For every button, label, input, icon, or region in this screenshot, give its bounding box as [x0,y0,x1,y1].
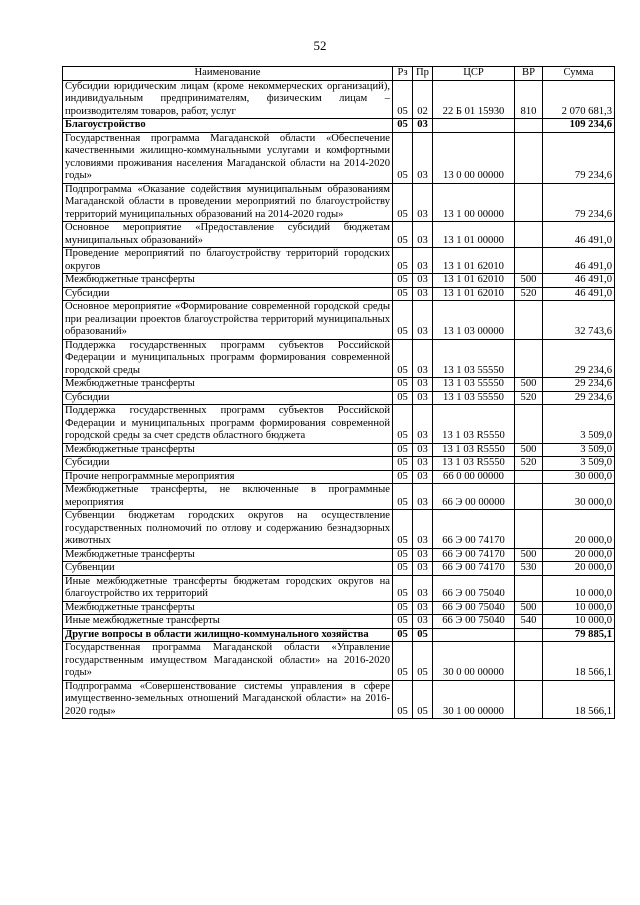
row-vr [515,132,543,183]
row-csr: 13 1 03 55550 [433,391,515,405]
table-row [63,484,615,510]
row-name: Межбюджетные трансферты [63,548,393,562]
row-csr: 66 Э 00 74170 [433,562,515,576]
table-row [63,562,615,576]
row-name: Подпрограмма «Совершенствование системы управления в сфере имущественно-земельных отношений Магаданской области» на 2016-2020 годы» [63,680,393,719]
row-sum: 32 743,6 [543,301,615,340]
row-sum: 20 000,0 [543,510,615,549]
row-name: Прочие непрограммные мероприятия [63,470,393,484]
row-rz: 05 [393,287,413,301]
table-row [63,287,615,301]
row-pr: 03 [413,119,433,133]
row-name: Благоустройство [63,119,393,133]
row-csr: 13 1 01 00000 [433,222,515,248]
header-vr: ВР [515,67,543,81]
row-sum: 20 000,0 [543,562,615,576]
row-pr: 03 [413,405,433,444]
row-csr: 13 1 01 62010 [433,248,515,274]
row-pr: 05 [413,642,433,681]
row-name: Субсидии [63,391,393,405]
table-row [63,132,615,183]
row-rz: 05 [393,470,413,484]
table-row [63,222,615,248]
row-sum: 3 509,0 [543,405,615,444]
row-pr: 05 [413,680,433,719]
row-vr: 500 [515,548,543,562]
row-rz: 05 [393,484,413,510]
row-csr: 66 Э 00 00000 [433,484,515,510]
row-pr: 03 [413,222,433,248]
row-rz: 05 [393,510,413,549]
row-rz: 05 [393,119,413,133]
row-name: Поддержка государственных программ субъектов Российской Федерации и муниципальных программ формирования современной городской среды за счет средств областного бюджета [63,405,393,444]
row-rz: 05 [393,378,413,392]
row-vr [515,642,543,681]
row-rz: 05 [393,391,413,405]
row-csr: 13 1 01 62010 [433,287,515,301]
row-vr: 520 [515,287,543,301]
header-rz: Рз [393,67,413,81]
row-pr: 03 [413,339,433,378]
header-pr: Пр [413,67,433,81]
row-vr: 500 [515,274,543,288]
row-vr [515,119,543,133]
row-vr: 500 [515,378,543,392]
row-csr: 13 1 03 00000 [433,301,515,340]
row-name: Проведение мероприятий по благоустройству территорий городских округов [63,248,393,274]
row-sum: 10 000,0 [543,601,615,615]
row-sum: 29 234,6 [543,391,615,405]
row-name: Государственная программа Магаданской области «Обеспечение качественными жилищно-коммунальными услугами и комфортными условиями проживания населения Магаданской области на 2014-2020 годы» [63,132,393,183]
row-pr: 03 [413,601,433,615]
row-pr: 03 [413,548,433,562]
row-sum: 30 000,0 [543,484,615,510]
row-name: Подпрограмма «Оказание содействия муниципальным образованиям Магаданской области в проведении мероприятий по благоустройству территорий муниципальных образований на 2014-2020 годы» [63,183,393,222]
row-pr: 03 [413,301,433,340]
row-pr: 03 [413,575,433,601]
table-row [63,274,615,288]
table-row [63,470,615,484]
row-pr: 03 [413,248,433,274]
table-row [63,378,615,392]
row-vr [515,628,543,642]
row-vr [515,405,543,444]
row-vr [515,183,543,222]
row-name: Межбюджетные трансферты [63,601,393,615]
table-header-row [63,67,615,81]
row-rz: 05 [393,601,413,615]
table-row [63,575,615,601]
row-sum: 46 491,0 [543,248,615,274]
row-rz: 05 [393,405,413,444]
row-vr: 530 [515,562,543,576]
row-rz: 05 [393,443,413,457]
row-pr: 03 [413,457,433,471]
row-rz: 05 [393,628,413,642]
table-row [63,391,615,405]
row-sum: 79 885,1 [543,628,615,642]
table-row [63,443,615,457]
row-vr [515,222,543,248]
row-name: Государственная программа Магаданской области «Управление государственным имуществом Магаданской области» на 2016-2020 годы» [63,642,393,681]
row-rz: 05 [393,183,413,222]
row-rz: 05 [393,132,413,183]
table-row [63,642,615,681]
row-pr: 03 [413,484,433,510]
row-rz: 05 [393,642,413,681]
row-csr: 66 Э 00 74170 [433,548,515,562]
row-rz: 05 [393,680,413,719]
row-csr: 13 1 00 00000 [433,183,515,222]
row-name: Субвенции бюджетам городских округов на осуществление государственных полномочий по отлову и содержанию безнадзорных животных [63,510,393,549]
row-vr [515,680,543,719]
row-vr [515,510,543,549]
table-row [63,301,615,340]
row-sum: 2 070 681,3 [543,80,615,119]
row-rz: 05 [393,80,413,119]
row-vr [515,484,543,510]
row-vr: 520 [515,457,543,471]
row-csr: 66 Э 00 75040 [433,615,515,629]
row-csr: 66 Э 00 74170 [433,510,515,549]
row-csr: 13 1 03 55550 [433,378,515,392]
table-row [63,548,615,562]
row-sum: 29 234,6 [543,378,615,392]
row-vr: 500 [515,601,543,615]
row-sum: 46 491,0 [543,222,615,248]
header-name: Наименование [63,67,393,81]
row-csr: 30 0 00 00000 [433,642,515,681]
table-row [63,183,615,222]
row-pr: 03 [413,287,433,301]
row-csr: 13 1 03 R5550 [433,405,515,444]
header-sum: Сумма [543,67,615,81]
table-row [63,80,615,119]
row-csr: 30 1 00 00000 [433,680,515,719]
row-rz: 05 [393,248,413,274]
row-csr [433,119,515,133]
row-pr: 03 [413,443,433,457]
row-name: Межбюджетные трансферты [63,274,393,288]
row-csr: 13 0 00 00000 [433,132,515,183]
row-rz: 05 [393,274,413,288]
row-sum: 29 234,6 [543,339,615,378]
row-vr [515,470,543,484]
row-rz: 05 [393,575,413,601]
row-sum: 3 509,0 [543,457,615,471]
row-sum: 18 566,1 [543,680,615,719]
row-sum: 3 509,0 [543,443,615,457]
table-row [63,339,615,378]
row-name: Субсидии юридическим лицам (кроме некоммерческих организаций), индивидуальным предпринимателям, физическим лицам – производителям товаров, работ, услуг [63,80,393,119]
row-vr [515,301,543,340]
row-csr: 66 Э 00 75040 [433,575,515,601]
header-csr: ЦСР [433,67,515,81]
row-sum: 79 234,6 [543,132,615,183]
row-name: Субсидии [63,457,393,471]
row-vr [515,248,543,274]
row-vr: 810 [515,80,543,119]
table-row [63,680,615,719]
row-pr: 03 [413,132,433,183]
row-pr: 03 [413,183,433,222]
row-pr: 03 [413,274,433,288]
row-sum: 30 000,0 [543,470,615,484]
table-row [63,628,615,642]
table-row [63,248,615,274]
row-sum: 18 566,1 [543,642,615,681]
row-sum: 46 491,0 [543,274,615,288]
table-row [63,510,615,549]
page-number: 52 [313,38,327,53]
row-sum: 10 000,0 [543,615,615,629]
row-pr: 03 [413,391,433,405]
row-name: Межбюджетные трансферты, не включенные в программные мероприятия [63,484,393,510]
row-sum: 20 000,0 [543,548,615,562]
row-name: Другие вопросы в области жилищно-коммунального хозяйства [63,628,393,642]
row-name: Субсидии [63,287,393,301]
row-name: Основное мероприятие «Предоставление субсидий бюджетам муниципальных образований» [63,222,393,248]
row-name: Поддержка государственных программ субъектов Российской Федерации и муниципальных программ формирования современной городской среды [63,339,393,378]
row-sum: 46 491,0 [543,287,615,301]
row-csr: 66 0 00 00000 [433,470,515,484]
table-row [63,119,615,133]
row-vr: 540 [515,615,543,629]
row-csr: 22 Б 01 15930 [433,80,515,119]
row-csr [433,628,515,642]
budget-table [62,66,615,719]
row-csr: 13 1 03 R5550 [433,443,515,457]
row-vr [515,339,543,378]
row-rz: 05 [393,562,413,576]
row-csr: 13 1 03 55550 [433,339,515,378]
table-row [63,457,615,471]
row-csr: 13 1 03 R5550 [433,457,515,471]
row-name: Межбюджетные трансферты [63,443,393,457]
row-pr: 05 [413,628,433,642]
row-pr: 03 [413,378,433,392]
row-pr: 03 [413,470,433,484]
row-rz: 05 [393,222,413,248]
row-pr: 02 [413,80,433,119]
row-name: Иные межбюджетные трансферты [63,615,393,629]
row-sum: 10 000,0 [543,575,615,601]
table-row [63,405,615,444]
row-rz: 05 [393,339,413,378]
row-vr: 500 [515,443,543,457]
row-pr: 03 [413,562,433,576]
row-name: Основное мероприятие «Формирование современной городской среды при реализации проектов благоустройства территорий муниципальных образований» [63,301,393,340]
row-rz: 05 [393,301,413,340]
row-pr: 03 [413,615,433,629]
table-row [63,601,615,615]
table-row [63,615,615,629]
row-csr: 13 1 01 62010 [433,274,515,288]
row-name: Иные межбюджетные трансферты бюджетам городских округов на благоустройство их территорий [63,575,393,601]
row-name: Межбюджетные трансферты [63,378,393,392]
row-csr: 66 Э 00 75040 [433,601,515,615]
row-rz: 05 [393,457,413,471]
row-vr [515,575,543,601]
row-rz: 05 [393,548,413,562]
row-rz: 05 [393,615,413,629]
row-name: Субвенции [63,562,393,576]
row-sum: 109 234,6 [543,119,615,133]
row-pr: 03 [413,510,433,549]
row-vr: 520 [515,391,543,405]
row-sum: 79 234,6 [543,183,615,222]
